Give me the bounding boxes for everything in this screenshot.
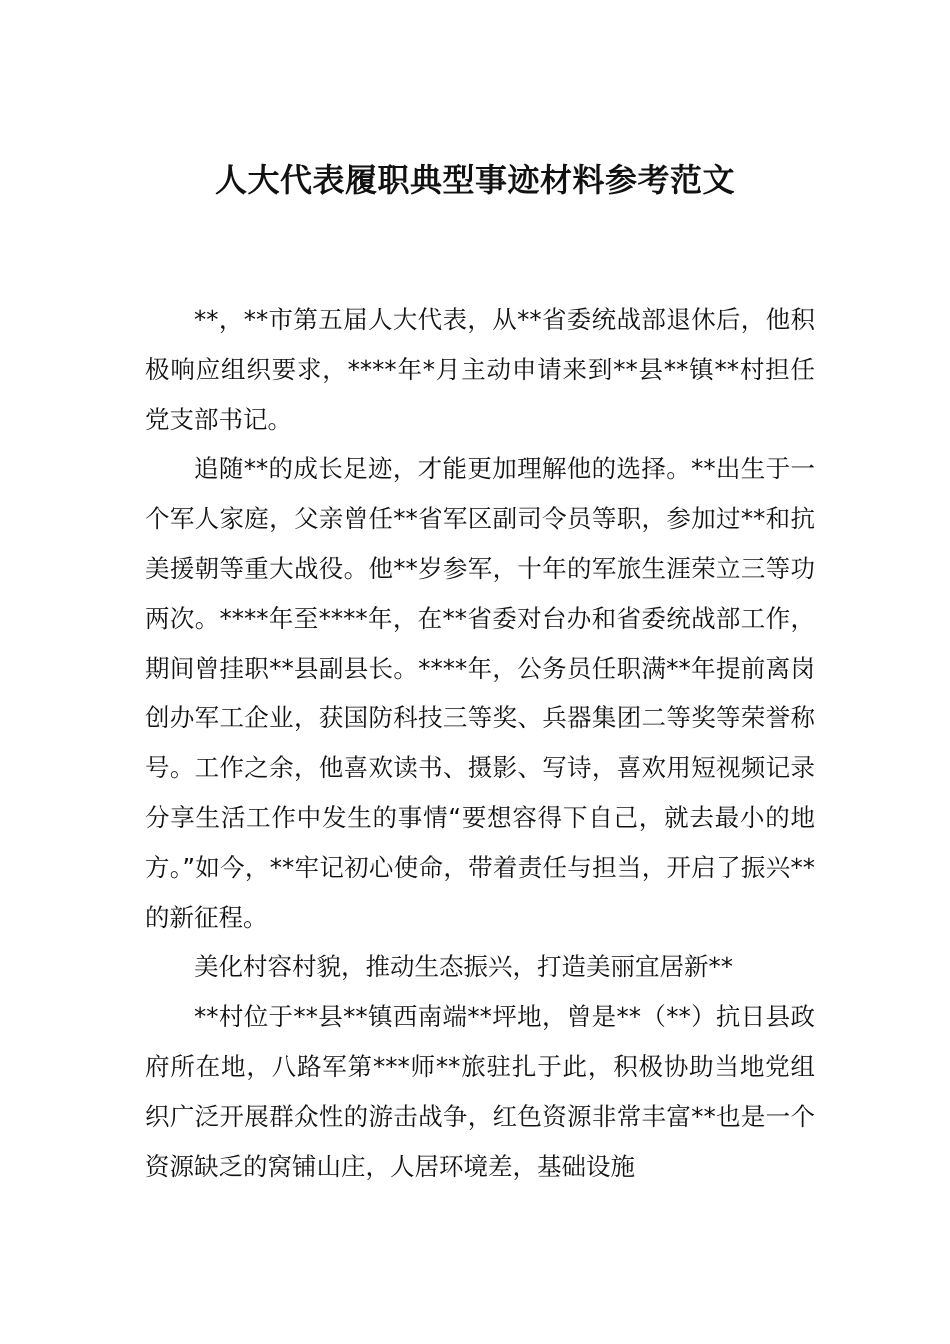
document-body — [145, 295, 815, 1191]
paragraph-background: 追随**的成长足迹，才能更加理解他的选择。**出生于一个军人家庭，父亲曾任**省军区副司令员等职，参加过**和抗美援朝等重大战役。他**岁参军，十年的军旅生涯荣立三等功两次。****年至****年，在**省委对台办和省委统战部工作，期间曾挂职**县副县长。****年，公务员任职满**年提前离岗创办军工企业，获国防科技三等奖、兵器集团二等奖等荣誉称号。工作之余，他喜欢读书、摄影、写诗，喜欢用短视频记录分享生活工作中发生的事情“要想容得下自己，就去最小的地方。”如今，**牢记初心使命，带着责任与担当，开启了振兴**的新征程。 — [145, 454, 815, 932]
paragraph-intro: **，**市第五届人大代表，从**省委统战部退休后，他积极响应组织要求，****年*月主动申请来到**县**镇**村担任党支部书记。 — [145, 305, 815, 434]
paragraph-village: **村位于**县**镇西南端**坪地，曾是**（**）抗日县政府所在地，八路军第***师**旅驻扎于此，积极协助当地党组织广泛开展群众性的游击战争，红色资源非常丰富**也是一个资源缺乏的窝铺山庄，人居环境差，基础设施 — [145, 1002, 815, 1181]
section-heading: 美化村容村貌，推动生态振兴，打造美丽宜居新** — [194, 952, 733, 982]
document-title: 人大代表履职典型事迹材料参考范文 — [214, 161, 735, 199]
